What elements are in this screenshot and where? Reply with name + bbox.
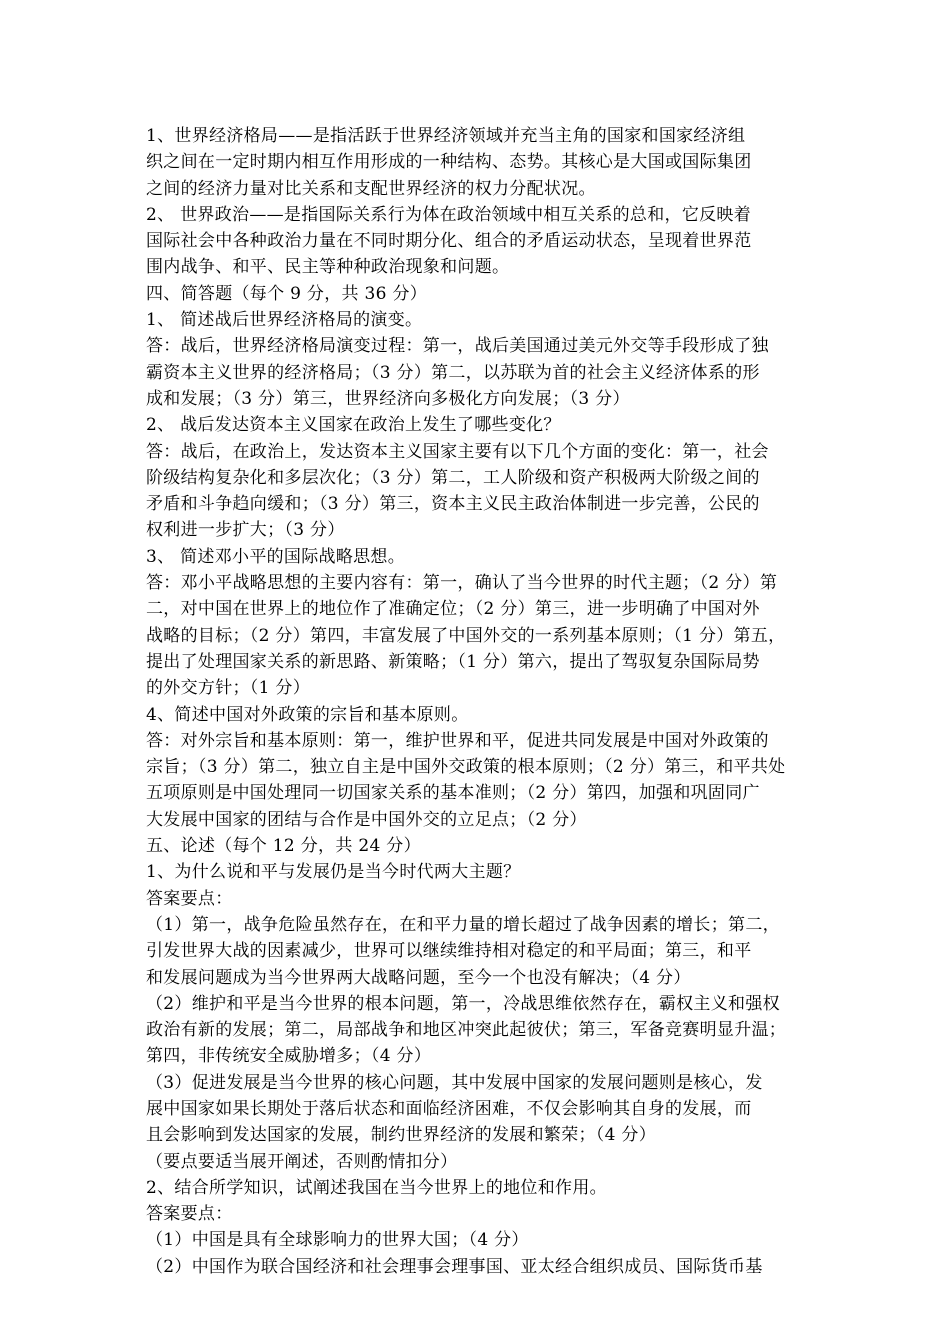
text-line: 阶级结构复杂化和多层次化；（3 分）第二，工人阶级和资产积极两大阶级之间的: [146, 467, 760, 488]
text-line: 战略的目标；（2 分）第四，丰富发展了中国外交的一系列基本原则；（1 分）第五，: [146, 625, 786, 646]
text-line: 织之间在一定时期内相互作用形成的一种结构、态势。其核心是大国或国际集团: [146, 152, 752, 173]
text-line: 第四，非传统安全威胁增多；（4 分）: [146, 1046, 432, 1067]
answer-label: 答案要点：: [146, 1204, 233, 1225]
question-heading: 3、 简述邓小平的国际战略思想。: [146, 546, 406, 567]
text-line: 霸资本主义世界的经济格局；（3 分）第二，以苏联为首的社会主义经济体系的形: [146, 362, 760, 383]
section-heading: 五、论述（每个 12 分，共 24 分）: [146, 836, 421, 857]
text-line: 且会影响到发达国家的发展，制约世界经济的发展和繁荣；（4 分）: [146, 1125, 657, 1146]
text-line: 答：对外宗旨和基本原则：第一，维护世界和平，促进共同发展是中国对外政策的: [146, 730, 769, 751]
text-line: 五项原则是中国处理同一切国家关系的基本准则；（2 分）第四，加强和巩固同广: [146, 783, 760, 804]
document-page: [146, 123, 816, 1280]
question-heading: 2、结合所学知识，试阐述我国在当今世界上的地位和作用。: [146, 1177, 607, 1198]
text-line: （要点要适当展开阐述，否则酌情扣分）: [146, 1151, 458, 1172]
text-line: 和发展问题成为当今世界两大战略问题，至今一个也没有解决；（4 分）: [146, 967, 691, 988]
text-line: 围内战争、和平、民主等种种政治现象和问题。: [146, 257, 510, 278]
text-line: 答：战后，在政治上，发达资本主义国家主要有以下几个方面的变化：第一，社会: [146, 441, 769, 462]
text-line: 政治有新的发展；第二，局部战争和地区冲突此起彼伏；第三，军备竞赛明显升温；: [146, 1020, 787, 1041]
text-line: 二，对中国在世界上的地位作了准确定位；（2 分）第三，进一步明确了中国对外: [146, 599, 760, 620]
text-line: 权利进一步扩大；（3 分）: [146, 520, 345, 541]
text-line: 1、世界经济格局——是指活跃于世界经济领域并充当主角的国家和国家经济组: [146, 126, 746, 146]
question-heading: 1、 简述战后世界经济格局的演变。: [146, 310, 423, 331]
text-line: 宗旨；（3 分）第二，独立自主是中国外交政策的根本原则；（2 分）第三，和平共处: [146, 757, 786, 778]
text-line: 答：邓小平战略思想的主要内容有：第一，确认了当今世界的时代主题；（2 分）第: [146, 573, 778, 594]
text-line: 提出了处理国家关系的新思路、新策略；（1 分）第六，提出了驾驭复杂国际局势: [146, 651, 760, 672]
text-line: 答：战后，世界经济格局演变过程：第一，战后美国通过美元外交等手段形成了独: [146, 336, 769, 357]
question-heading: 1、为什么说和平与发展仍是当今时代两大主题？: [146, 862, 521, 883]
text-line: （1）中国是具有全球影响力的世界大国；（4 分）: [146, 1230, 529, 1251]
text-line: 大发展中国家的团结与合作是中国外交的立足点；（2 分）: [146, 809, 587, 830]
text-line: 矛盾和斗争趋向缓和；（3 分）第三，资本主义民主政治体制进一步完善，公民的: [146, 494, 760, 515]
text-line: 的外交方针；（1 分）: [146, 678, 311, 699]
text-line: 国际社会中各种政治力量在不同时期分化、组合的矛盾运动状态，呈现着世界范: [146, 231, 752, 252]
text-line: （2）中国作为联合国经济和社会理事会理事国、亚太经合组织成员、国际货币基: [146, 1256, 763, 1277]
question-heading: 2、 战后发达资本主义国家在政治上发生了哪些变化？: [146, 415, 561, 436]
text-line: 成和发展；（3 分）第三，世界经济向多极化方向发展；（3 分）: [146, 388, 630, 409]
text-line: 2、 世界政治——是指国际关系行为体在政治领域中相互关系的总和，它反映着: [146, 204, 752, 225]
text-line: 展中国家如果长期处于落后状态和面临经济困难，不仅会影响其自身的发展，而: [146, 1098, 752, 1119]
text-line: （2）维护和平是当今世界的根本问题，第一，冷战思维依然存在，霸权主义和强权: [146, 993, 780, 1014]
text-line: 之间的经济力量对比关系和支配世界经济的权力分配状况。: [146, 178, 596, 199]
text-line: 引发世界大战的因素减少，世界可以继续维持相对稳定的和平局面；第三，和平: [146, 941, 752, 962]
text-line: （3）促进发展是当今世界的核心问题，其中发展中国家的发展问题则是核心，发: [146, 1072, 763, 1093]
answer-label: 答案要点：: [146, 888, 233, 909]
question-heading: 4、简述中国对外政策的宗旨和基本原则。: [146, 704, 469, 725]
section-heading: 四、简答题（每个 9 分，共 36 分）: [146, 283, 428, 304]
text-line: （1）第一，战争危险虽然存在，在和平力量的增长超过了战争因素的增长；第二，: [146, 914, 780, 935]
